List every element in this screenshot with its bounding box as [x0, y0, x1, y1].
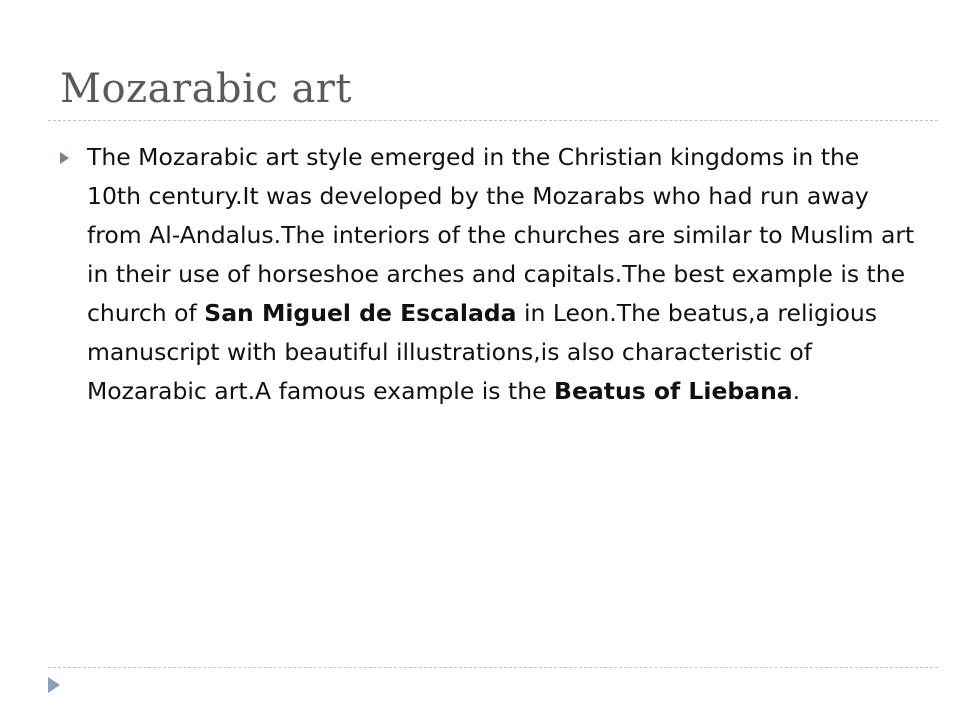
- bullet-arrow-icon: [60, 152, 69, 164]
- bold-term-beatus: Beatus of Liebana: [554, 377, 793, 405]
- bullet-text: [87, 138, 920, 411]
- bullet-item: [60, 138, 920, 411]
- footer-divider: [48, 667, 938, 668]
- text-part-1: The Mozarabic art style emerged in the Christian kingdoms in the 10th century.It was developed by the Mozarabs who had run away from Al-Andalus.The interiors of the churches are similar to Muslim art in their use of horseshoe arches and capitals.The best example is the church of: [87, 143, 915, 327]
- text-part-3: .: [792, 377, 801, 405]
- text-part-2: in Leon.The beatus,a religious manuscript with beautiful illustrations,is also characteristic of Mozarabic art.A famous example is the: [87, 299, 878, 405]
- corner-arrow-icon: [48, 677, 60, 693]
- title-divider: [48, 120, 938, 121]
- bold-term-san-miguel: San Miguel de Escalada: [204, 299, 517, 327]
- slide-title: Mozarabic art: [60, 66, 352, 112]
